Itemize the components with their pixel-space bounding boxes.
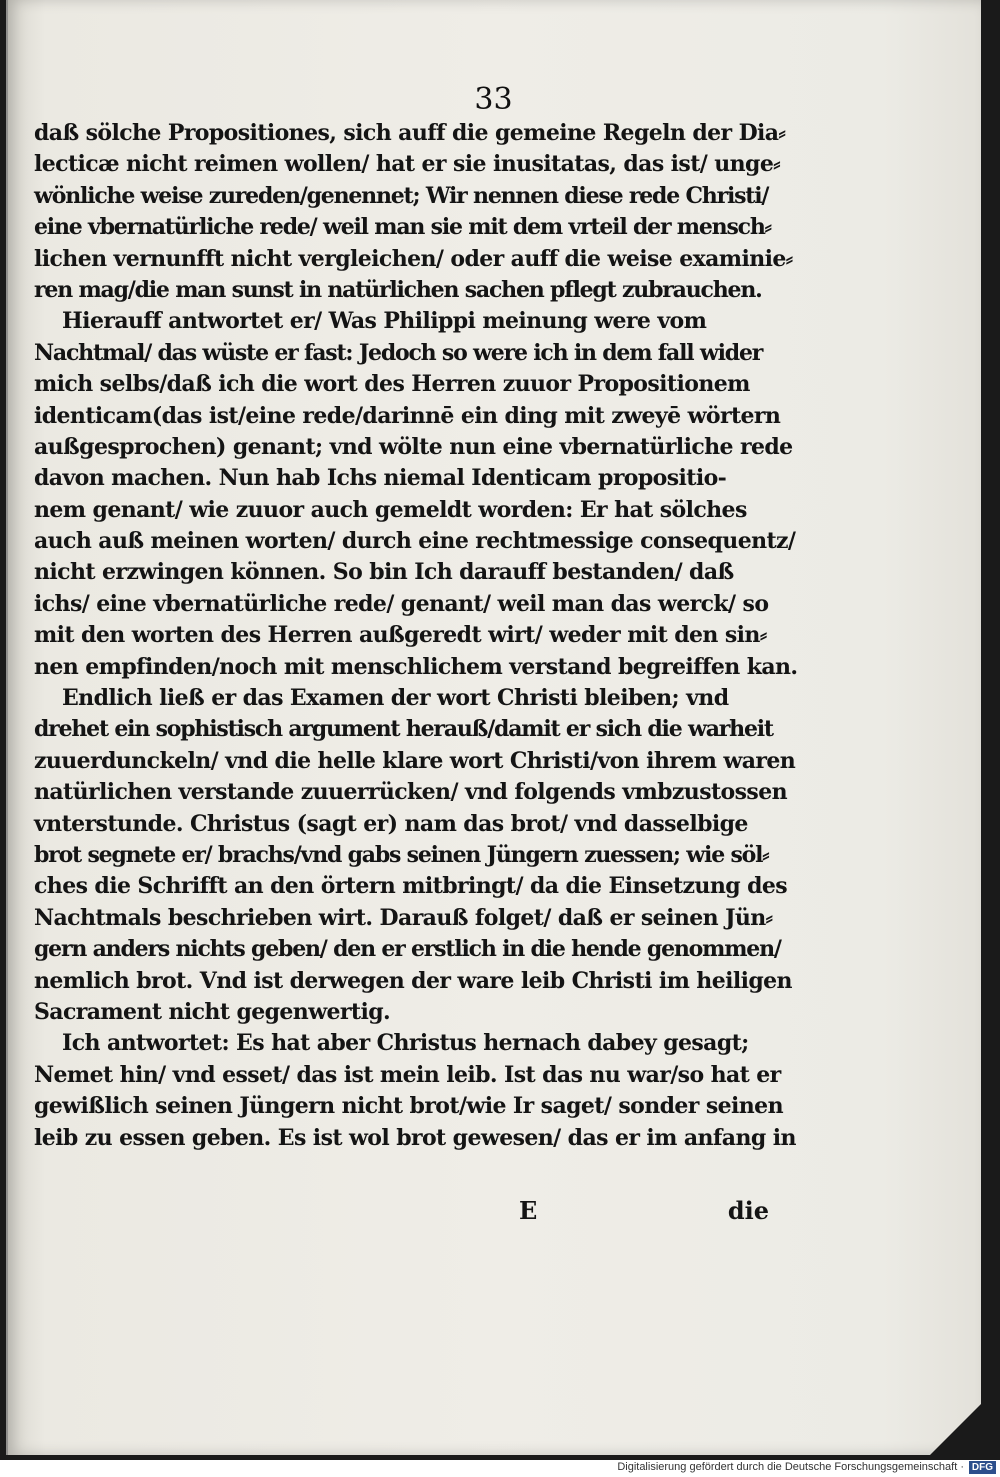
- body-text: [34, 118, 798, 1154]
- page-corner: [925, 1385, 1000, 1460]
- text-line: nen empfinden/noch mit menschlichem verstand begreiffen kan.: [34, 653, 798, 680]
- text-line: zuuerdunckeln/ vnd die helle klare wort Christi/von ihrem waren: [34, 747, 796, 774]
- text-line: leib zu essen geben. Es ist wol brot gewesen/ das er im anfang in: [34, 1124, 796, 1151]
- text-line: daß sölche Propositiones, sich auff die gemeine Regeln der Dia⸗: [34, 120, 786, 146]
- footer-bar: [0, 1460, 1000, 1477]
- text-line: nemlich brot. Vnd ist derwegen der ware leib Christi im heiligen: [34, 967, 792, 994]
- dfg-logo: DFG: [969, 1461, 996, 1474]
- text-line: identicam(das ist/eine rede/darinnē ein ding mit zweyē wörtern: [34, 402, 781, 429]
- text-line: Nachtmal/ das wüste er fast: Jedoch so were ich in dem fall wider: [34, 339, 763, 366]
- text-line: Sacrament nicht gegenwertig.: [34, 998, 391, 1025]
- text-line: nem genant/ wie zuuor auch gemeldt worden: Er hat sölches: [34, 496, 747, 523]
- text-line: mit den worten des Herren außgeredt wirt/ weder mit den sin⸗: [34, 622, 767, 649]
- text-line: ren mag/die man sunst in natürlichen sachen pflegt zubrauchen.: [34, 276, 762, 303]
- text-line: auch auß meinen worten/ durch eine rechtmessige consequentz/: [34, 528, 796, 555]
- catchword-line: [34, 1196, 769, 1230]
- text-line: Ich antwortet: Es hat aber Christus hernach dabey gesagt;: [62, 1030, 749, 1057]
- text-line: wönliche weise zureden/genennet; Wir nennen diese rede Christi/: [34, 182, 769, 209]
- book-page: [6, 0, 981, 1455]
- text-line: lichen vernunfft nicht vergleichen/ oder auff die weise examinie⸗: [34, 245, 793, 272]
- text-line: außgesprochen) genant; vnd wölte nun eine vbernatürliche rede: [34, 433, 793, 460]
- text-line: natürlichen verstande zuuerrücken/ vnd folgends vmbzustossen: [34, 779, 787, 806]
- text-line: eine vbernatürliche rede/ weil man sie mit dem vrteil der mensch⸗: [34, 214, 771, 241]
- footer-credit: Digitalisierung gefördert durch die Deutsche Forschungsgemeinschaft ·: [617, 1461, 964, 1473]
- text-line: ches die Schrifft an den örtern mitbringt/ da die Einsetzung des: [34, 873, 788, 900]
- page-number: 33: [474, 82, 513, 117]
- text-line: nicht erzwingen können. So bin Ich darauff bestanden/ daß: [34, 559, 734, 586]
- text-line: davon machen. Nun hab Ichs niemal Identicam propositio-: [34, 465, 727, 492]
- catchword: die: [727, 1196, 769, 1225]
- text-line: Hierauff antwortet er/ Was Philippi meinung were vom: [62, 308, 707, 335]
- text-line: Nachtmals beschrieben wirt. Darauß folget/ daß er seinen Jün⸗: [34, 904, 773, 931]
- text-line: mich selbs/daß ich die wort des Herren zuuor Propositionem: [34, 371, 750, 398]
- text-line: lecticæ nicht reimen wollen/ hat er sie inusitatas, das ist/ unge⸗: [34, 151, 780, 178]
- gutter-line: [6, 0, 8, 1455]
- text-line: vnterstunde. Christus (sagt er) nam das brot/ vnd dasselbige: [34, 810, 748, 837]
- text-line: ichs/ eine vbernatürliche rede/ genant/ weil man das werck/ so: [34, 590, 769, 617]
- text-line: Endlich ließ er das Examen der wort Christi bleiben; vnd: [62, 685, 729, 712]
- text-line: drehet ein sophistisch argument herauß/damit er sich die warheit: [34, 716, 773, 743]
- signature-mark: E: [519, 1196, 538, 1225]
- text-line: Nemet hin/ vnd esset/ das ist mein leib. Ist das nu war/so hat er: [34, 1061, 781, 1088]
- text-line: gern anders nichts geben/ den er erstlich in die hende genommen/: [34, 936, 781, 963]
- text-line: gewißlich seinen Jüngern nicht brot/wie Ir saget/ sonder seinen: [34, 1093, 783, 1120]
- text-line: brot segnete er/ brachs/vnd gabs seinen Jüngern zuessen; wie söl⸗: [34, 841, 769, 868]
